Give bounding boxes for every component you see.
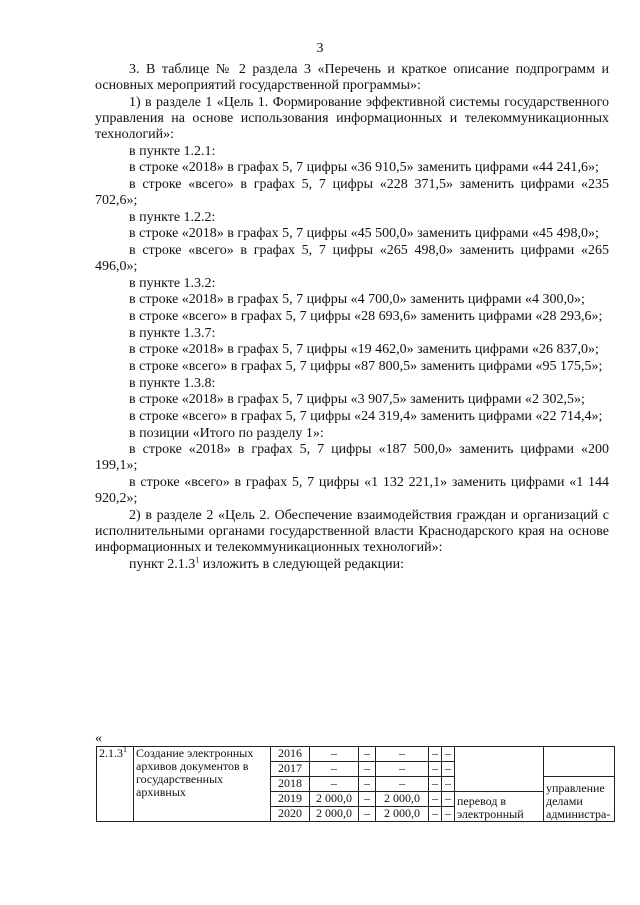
paragraph-change: в строке «2018» в графах 5, 7 цифры «4 700,0» заменить цифрами «4 300,0»; (129, 292, 585, 307)
paragraph-change: в строке «всего» в графах 5, 7 цифры «87 800,5» заменить цифрами «95 175,5»; (129, 359, 603, 374)
value-cell: – (359, 747, 376, 762)
executor-cell: управление делами администра- (544, 777, 615, 822)
paragraph-change: в строке «всего» в графах 5, 7 цифры «1 132 221,1» заменить цифрами «1 144 920,2»; (95, 475, 609, 506)
value-cell: – (442, 747, 455, 762)
result-cell-empty (455, 747, 544, 792)
value-cell: – (359, 792, 376, 807)
value-cell: – (376, 777, 429, 792)
value-cell: – (359, 762, 376, 777)
paragraph-section-2: 2) в разделе 2 «Цель 2. Обеспечение взаимодействия граждан и организаций с исполнительными органами государственной власти Краснодарского края на основе информационных и телекоммуникационных технологий»: (95, 508, 609, 555)
value-cell: – (442, 807, 455, 822)
value-cell: – (310, 747, 359, 762)
paragraph-change: в строке «2018» в графах 5, 7 цифры «187 500,0» заменить цифрами «200 199,1»; (95, 442, 609, 473)
value-cell: – (310, 777, 359, 792)
value-cell: – (429, 747, 442, 762)
value-cell: – (442, 777, 455, 792)
paragraph-item-3: 3. В таблице № 2 раздела 3 «Перечень и краткое описание подпрограмм и основных мероприятий государственной программы»: (95, 62, 609, 93)
year-cell: 2019 (271, 792, 310, 807)
value-cell: 2 000,0 (310, 807, 359, 822)
paragraph-section-1: 1) в разделе 1 «Цель 1. Формирование эффективной системы государственного управления на основе использования информационных и телекоммуникационных технологий»: (95, 95, 609, 142)
paragraph-change: в строке «2018» в графах 5, 7 цифры «19 462,0» заменить цифрами «26 837,0»; (129, 342, 599, 357)
value-cell: – (359, 807, 376, 822)
paragraph-point-1-3-8: в пункте 1.3.8: (129, 376, 216, 391)
value-cell: – (359, 777, 376, 792)
table-row (97, 747, 615, 762)
paragraph-change: в строке «всего» в графах 5, 7 цифры «24 319,4» заменить цифрами «22 714,4»; (129, 409, 603, 424)
paragraph-change: в строке «2018» в графах 5, 7 цифры «36 910,5» заменить цифрами «44 241,6»; (129, 160, 599, 175)
year-cell: 2016 (271, 747, 310, 762)
item-number-cell: 2.1.3$^1$ (97, 747, 134, 822)
year-cell: 2017 (271, 762, 310, 777)
value-cell: – (429, 807, 442, 822)
value-cell: – (310, 762, 359, 777)
value-cell: – (376, 762, 429, 777)
item-name-cell: Создание электронных архивов документов в государственных архивных (134, 747, 271, 822)
year-cell: 2018 (271, 777, 310, 792)
executor-cell-empty (544, 747, 615, 777)
paragraph-point-1-2-2: в пункте 1.2.2: (129, 210, 216, 225)
paragraph-point-2-1-3-intro: пункт 2.1.3$^1$ изложить в следующей редакции: (129, 555, 405, 572)
paragraph-change: в строке «2018» в графах 5, 7 цифры «3 907,5» заменить цифрами «2 302,5»; (129, 392, 585, 407)
value-cell: – (442, 762, 455, 777)
year-cell: 2020 (271, 807, 310, 822)
result-cell: перевод в электронный (455, 792, 544, 822)
value-cell: – (442, 792, 455, 807)
paragraph-total-section-1: в позиции «Итого по разделу 1»: (129, 426, 324, 441)
opening-quote: « (95, 731, 102, 746)
value-cell: 2 000,0 (376, 792, 429, 807)
paragraph-point-1-3-7: в пункте 1.3.7: (129, 326, 216, 341)
paragraph-change: в строке «всего» в графах 5, 7 цифры «228 371,5» заменить цифрами «235 702,6»; (95, 177, 609, 208)
paragraph-point-1-3-2: в пункте 1.3.2: (129, 276, 216, 291)
paragraph-point-1-2-1: в пункте 1.2.1: (129, 144, 216, 159)
value-cell: 2 000,0 (310, 792, 359, 807)
value-cell: – (429, 762, 442, 777)
value-cell: 2 000,0 (376, 807, 429, 822)
value-cell: – (429, 792, 442, 807)
value-cell: – (429, 777, 442, 792)
paragraph-change: в строке «всего» в графах 5, 7 цифры «28 693,6» заменить цифрами «28 293,6»; (129, 309, 603, 324)
page-number: 3 (316, 41, 324, 56)
program-table (96, 746, 615, 822)
document-body (95, 62, 609, 573)
paragraph-change: в строке «всего» в графах 5, 7 цифры «265 498,0» заменить цифрами «265 496,0»; (95, 243, 609, 274)
value-cell: – (376, 747, 429, 762)
paragraph-change: в строке «2018» в графах 5, 7 цифры «45 500,0» заменить цифрами «45 498,0»; (129, 226, 599, 241)
